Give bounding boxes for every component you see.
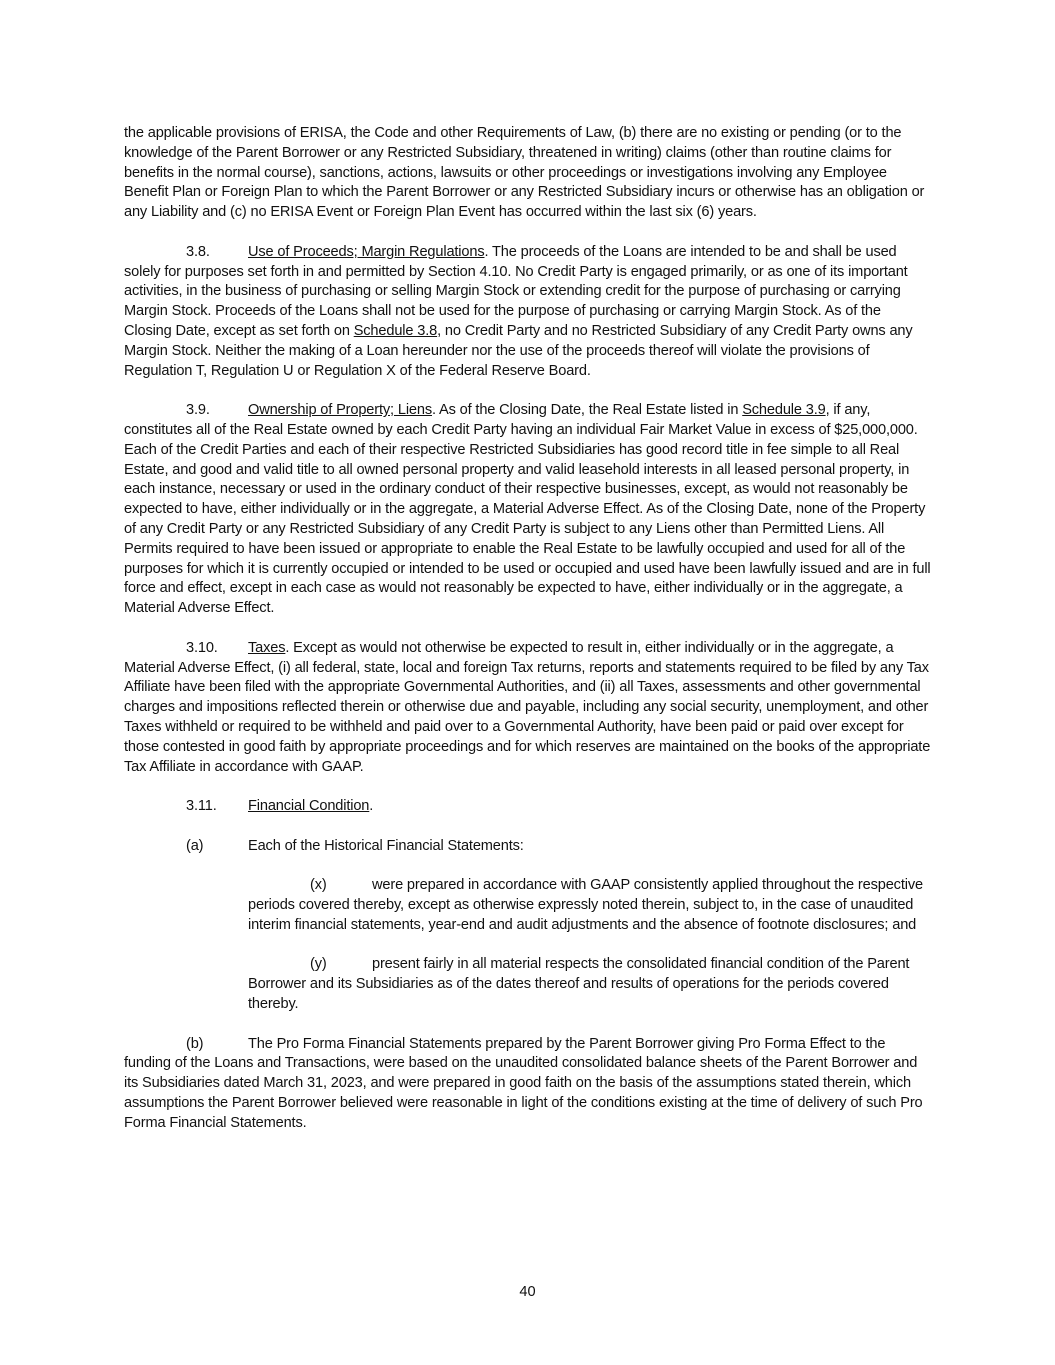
section-text: , if any, constitutes all of the Real Estate owned by each Credit Party having an individual Fair Market Value in excess of $25,000,000. Each of the Credit Parties and each of their respective Restricted Subsidiaries has good record title in fee simple to all Real Estate, and good and valid title to all owned personal property and valid leasehold interests in all leased personal property, in each instance, necessary or used in the ordinary conduct of their respective businesses, except, as would not reasonably be expected to have, either individually or in the aggregate, a Material Adverse Effect. As of the Closing Date, none of the Property of any Credit Party or any Restricted Subsidiary of any Credit Party is subject to any Liens other than Permitted Liens. All Permits required to have been issued or appropriate to enable the Real Estate to be lawfully occupied and used for all of the purposes for which it is currently occupied or intended to be used or occupied and used have been lawfully issued and are in full force and effect, except in each case as would not reasonably be expected to have, either individually or in the aggregate, a Material Adverse Effect. bbox=[124, 402, 931, 617]
section-3-10 bbox=[124, 639, 932, 778]
clause-text: Each of the Historical Financial Statements: bbox=[248, 837, 524, 854]
section-number: 3.8. bbox=[186, 243, 210, 260]
page-number: 40 bbox=[519, 1284, 536, 1300]
section-3-9 bbox=[124, 401, 932, 619]
clause-text: were prepared in accordance with GAAP consistently applied throughout the respective periods covered thereby, except as otherwise expressly noted therein, subject to, in the case of unaudited interim financial statements, year-end and audit adjustments and the absence of footnote disclosures; and bbox=[248, 877, 923, 933]
section-text: . Except as would not otherwise be expected to result in, either individually or in the aggregate, a Material Adverse Effect, (i) all federal, state, local and foreign Tax returns, reports and statements required to be filed by any Tax Affiliate have been filed with the appropriate Governmental Authorities, and (ii) all Taxes, assessments and other governmental charges and impositions reflected therein or otherwise due and payable, including any social security, unemployment, and other Taxes withheld or required to be withheld and paid over to a Governmental Authority, have been paid or paid over except for those contested in good faith by appropriate proceedings and for which reserves are maintained on the books of the appropriate Tax Affiliate in accordance with GAAP. bbox=[124, 639, 931, 775]
clause-b bbox=[124, 1035, 932, 1134]
section-heading: Use of Proceeds; Margin Regulations bbox=[248, 243, 485, 260]
section-number: 3.11. bbox=[186, 798, 217, 815]
section-heading: Financial Condition bbox=[248, 798, 370, 815]
section-heading: Ownership of Property; Liens bbox=[248, 402, 432, 419]
section-3-11 bbox=[124, 797, 932, 817]
clause-label: (x) bbox=[310, 877, 327, 894]
schedule-reference: Schedule 3.9 bbox=[742, 402, 826, 419]
section-number: 3.10. bbox=[186, 639, 218, 656]
clause-text: present fairly in all material respects the consolidated financial condition of the Parent Borrower and its Subsidiaries as of the dates thereof and results of operations for the periods covered thereby. bbox=[248, 956, 910, 1013]
schedule-reference: Schedule 3.8 bbox=[353, 322, 438, 339]
clause-a bbox=[124, 837, 932, 857]
intro-paragraph: the applicable provisions of ERISA, the Code and other Requirements of Law, (b) there are no existing or pending (or to the knowledge of the Parent Borrower or any Restricted Subsidiary, threatened in writing) claims (other than routine claims for benefits in the normal course), sanctions, actions, lawsuits or other proceedings or investigations involving any Employee Benefit Plan or Foreign Plan to which the Parent Borrower or any Restricted Subsidiary incurs or otherwise has an obligation or any Liability and (c) no ERISA Event or Foreign Plan Event has occurred within the last six (6) years. bbox=[124, 125, 925, 221]
clause-a-y bbox=[248, 955, 932, 1014]
section-number: 3.9. bbox=[186, 402, 210, 419]
section-text: , no Credit Party and no Restricted Subsidiary of any Credit Party owns any Margin Stock. Neither the making of a Loan hereunder nor the use of the proceeds thereof will violate the provisions of Regulation T, Regulation U or Regulation X of the Federal Reserve Board. bbox=[124, 322, 913, 379]
clause-text: The Pro Forma Financial Statements prepared by the Parent Borrower giving Pro Forma Effect to the funding of the Loans and Transactions, were based on the unaudited consolidated balance sheets of the Parent Borrower and its Subsidiaries dated March 31, 2023, and were prepared in good faith on the basis of the assumptions stated therein, which assumptions the Parent Borrower believed were reasonable in light of the conditions existing at the time of delivery of such Pro Forma Financial Statements. bbox=[124, 1035, 923, 1131]
section-heading: Taxes bbox=[248, 639, 286, 656]
section-text: . The proceeds of the Loans are intended to be and shall be used solely for purposes set forth in and permitted by Section 4.10. No Credit Party is engaged primarily, or as one of its important activities, in the business of purchasing or selling Margin Stock or extending credit for the purpose of purchasing or carrying Margin Stock. Proceeds of the Loans shall not be used for the purpose of purchasing or carrying Margin Stock. As of the Closing Date, except as set forth on bbox=[124, 243, 908, 339]
clause-label: (a) bbox=[186, 837, 204, 854]
section-text: . As of the Closing Date, the Real Estate listed in bbox=[432, 402, 743, 419]
section-text: . bbox=[369, 798, 374, 815]
clause-label: (b) bbox=[186, 1035, 204, 1052]
clause-label: (y) bbox=[310, 956, 327, 973]
document-page bbox=[124, 124, 932, 1153]
clause-a-x bbox=[248, 876, 932, 935]
section-3-8 bbox=[124, 243, 932, 382]
